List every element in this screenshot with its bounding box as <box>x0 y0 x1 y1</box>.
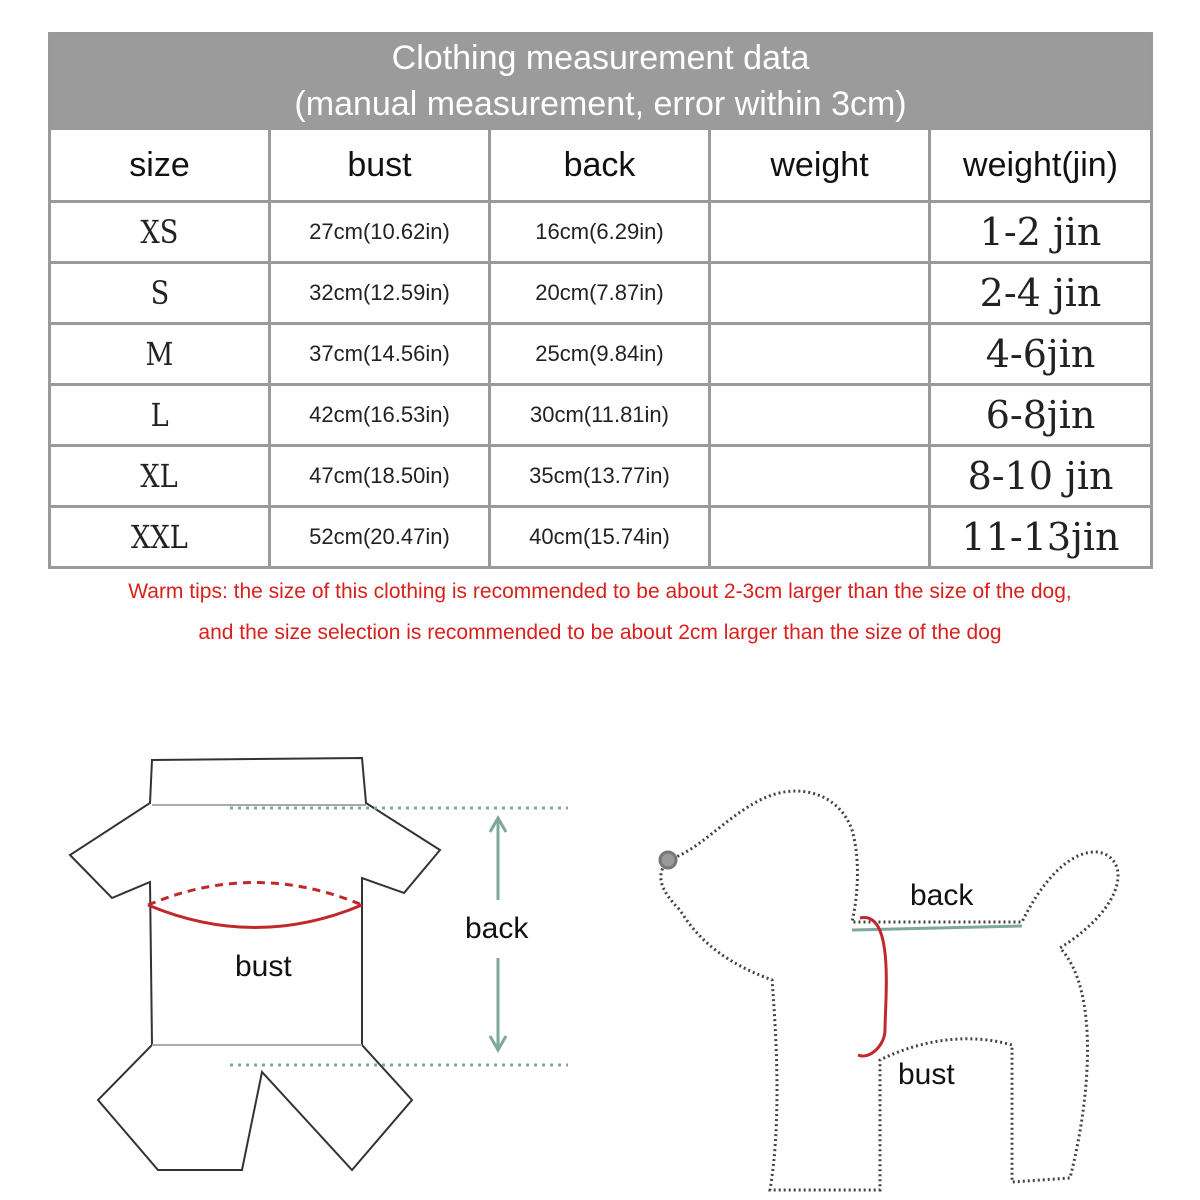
cell-weight <box>710 385 930 446</box>
cell-size: L <box>50 385 270 446</box>
measurement-diagram <box>0 700 1200 1200</box>
cell-weight <box>710 324 930 385</box>
header-row <box>50 129 1152 202</box>
table-row <box>50 446 1152 507</box>
table-row <box>50 324 1152 385</box>
cell-back: 35cm(13.77in) <box>490 446 710 507</box>
table-row <box>50 507 1152 568</box>
cell-size: S <box>50 263 270 324</box>
cell-bust: 32cm(12.59in) <box>270 263 490 324</box>
cell-back: 25cm(9.84in) <box>490 324 710 385</box>
dog-bust-label: bust <box>898 1058 955 1091</box>
dog-illustration <box>660 791 1118 1190</box>
table-row <box>50 202 1152 263</box>
dog-back-label: back <box>910 879 974 912</box>
cell-size: XXL <box>50 507 270 568</box>
cell-back: 30cm(11.81in) <box>490 385 710 446</box>
cell-size: XS <box>50 202 270 263</box>
size-chart <box>48 32 1150 569</box>
table-row <box>50 385 1152 446</box>
cell-weight-jin: 6-8jin <box>930 385 1152 446</box>
cell-bust: 27cm(10.62in) <box>270 202 490 263</box>
cell-bust: 42cm(16.53in) <box>270 385 490 446</box>
garment-back-label: back <box>465 912 529 945</box>
garment-bust-label: bust <box>235 950 292 983</box>
table-title <box>50 34 1152 129</box>
cell-weight-jin: 8-10 jin <box>930 446 1152 507</box>
cell-back: 40cm(15.74in) <box>490 507 710 568</box>
table-row <box>50 263 1152 324</box>
cell-weight <box>710 507 930 568</box>
warm-tip-line2: and the size selection is recommended to be about 2cm larger than the size of the dog <box>198 621 1002 644</box>
cell-weight-jin: 1-2 jin <box>930 202 1152 263</box>
cell-size: M <box>50 324 270 385</box>
cell-weight <box>710 446 930 507</box>
header-back: back <box>490 129 710 202</box>
garment-bust-marker <box>148 883 362 928</box>
cell-weight <box>710 263 930 324</box>
cell-back: 16cm(6.29in) <box>490 202 710 263</box>
header-weight: weight <box>710 129 930 202</box>
dog-bust-marker <box>858 917 886 1055</box>
dog-outline <box>661 791 1118 1190</box>
size-table <box>48 32 1153 569</box>
warm-tip-line1: Warm tips: the size of this clothing is recommended to be about 2-3cm larger than the size of the dog, <box>128 580 1072 603</box>
cell-bust: 37cm(14.56in) <box>270 324 490 385</box>
header-weight-jin: weight(jin) <box>930 129 1152 202</box>
dog-nose-icon <box>660 852 676 868</box>
header-bust: bust <box>270 129 490 202</box>
cell-size: XL <box>50 446 270 507</box>
cell-weight <box>710 202 930 263</box>
table-title-line1: Clothing measurement data <box>391 39 810 77</box>
header-size: size <box>50 129 270 202</box>
cell-bust: 47cm(18.50in) <box>270 446 490 507</box>
cell-weight-jin: 4-6jin <box>930 324 1152 385</box>
cell-bust: 52cm(20.47in) <box>270 507 490 568</box>
cell-back: 20cm(7.87in) <box>490 263 710 324</box>
cell-weight-jin: 2-4 jin <box>930 263 1152 324</box>
table-title-line2: (manual measurement, error within 3cm) <box>294 85 907 123</box>
cell-weight-jin: 11-13jin <box>930 507 1152 568</box>
